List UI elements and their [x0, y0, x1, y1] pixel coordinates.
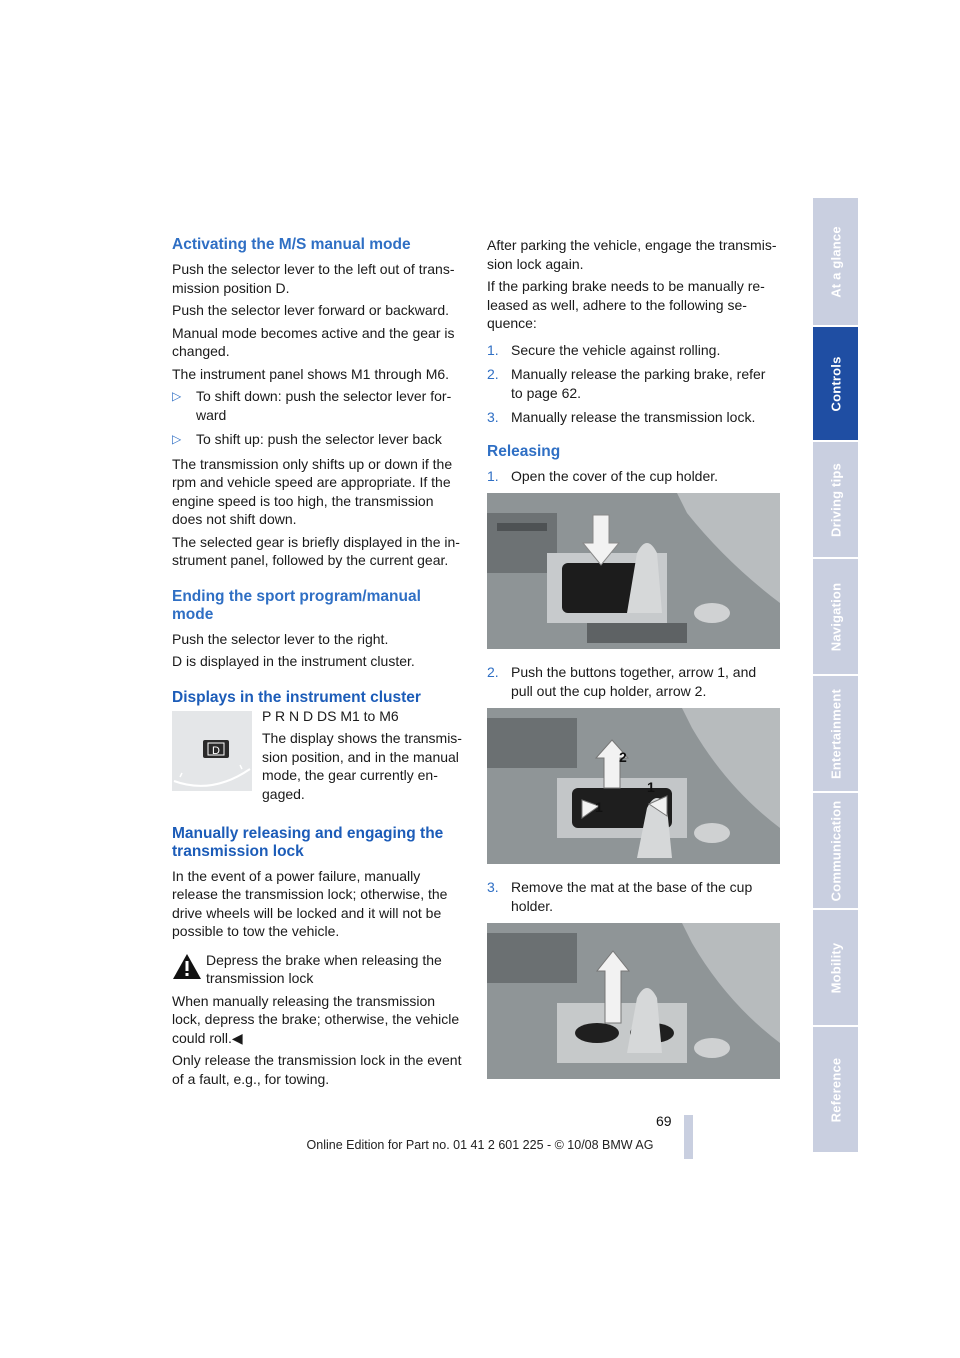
warning-icon: [172, 953, 202, 981]
paragraph: The transmission only shifts up or down if the rpm and vehicle speed are appropriate. If the engine speed is too high, the transmission does not shift down.: [172, 455, 453, 527]
heading-ending-sport: Ending the sport program/manual mode: [172, 587, 421, 623]
console-illustration-3: [487, 923, 780, 1079]
right-column: [487, 236, 780, 1079]
paragraph: D is displayed in the instrument cluster.: [172, 653, 415, 669]
paragraph: Push the selector lever to the left out of trans-mission position D.: [172, 261, 455, 296]
warning-text: Depress the brake when releasing the transmission lock: [206, 951, 442, 986]
instrument-display-image: [172, 711, 252, 791]
arrow-label-one-b: 1: [647, 779, 655, 795]
cup-holder-pull-photo: [487, 708, 780, 864]
tab-communication[interactable]: Communication: [813, 793, 858, 908]
console-illustration-1: [487, 493, 780, 649]
tab-controls[interactable]: Controls: [813, 327, 858, 440]
tab-entertainment[interactable]: Entertainment: [813, 676, 858, 791]
step-item: 2. Push the buttons together, arrow 1, and pull out the cup holder, arrow 2.: [487, 664, 757, 699]
bullet-item: ▷ To shift down: push the selector lever for-ward: [172, 388, 452, 423]
paragraph: The instrument panel shows M1 through M6.: [172, 365, 450, 382]
step-item: 1. Secure the vehicle against rolling.: [487, 341, 721, 358]
tab-navigation[interactable]: Navigation: [813, 559, 858, 674]
heading-manual-mode: Activating the M/S manual mode: [172, 236, 411, 253]
step-item: 3. Remove the mat at the base of the cup holder.: [487, 879, 753, 914]
tab-driving-tips[interactable]: Driving tips: [813, 442, 858, 557]
step-item: 2. Manually release the parking brake, refer to page 62.: [487, 366, 766, 401]
paragraph: After parking the vehicle, engage the transmis-sion lock again.: [487, 237, 777, 272]
paragraph: In the event of a power failure, manually release the transmission lock; otherwise, the drive wheels will be locked and it will not be possible to tow the vehicle.: [172, 867, 448, 939]
warning-block: [172, 951, 464, 988]
heading-releasing-lock: Manually releasing and engaging the transmission lock: [172, 824, 444, 860]
chapter-sidebar: [813, 198, 858, 1154]
display-letter: D: [212, 744, 220, 757]
paragraph: Only release the transmission lock in the event of a fault, e.g., for towing.: [172, 1052, 462, 1087]
paragraph: Push the selector lever forward or backward.: [172, 302, 450, 318]
page-number: 69: [656, 1113, 672, 1129]
bullet-triangle-icon: ▷: [172, 389, 182, 403]
console-illustration-2: [487, 708, 780, 864]
display-block: [172, 709, 464, 815]
cup-holder-cover-photo: [487, 493, 780, 649]
bullet-triangle-icon: ▷: [172, 432, 182, 446]
paragraph: Push the selector lever to the right.: [172, 630, 389, 647]
heading-releasing: Releasing: [487, 442, 561, 460]
bullet-item: ▷ To shift up: push the selector lever back: [172, 431, 442, 447]
edition-line: Online Edition for Part no. 01 41 2 601 225 - © 10/08 BMW AG: [306, 1138, 654, 1152]
arrow-label-two: 2: [619, 749, 627, 765]
paragraph: The selected gear is briefly displayed in the in-strument panel, followed by the current gear.: [172, 533, 460, 568]
display-codes: P R N D DS M1 to M6: [262, 707, 399, 724]
display-description: The display shows the transmis-sion position, and in the manual mode, the gear currently en-gaged.: [262, 730, 462, 802]
paragraph: If the parking brake needs to be manually re-leased as well, adhere to the following se-quence:: [487, 278, 765, 331]
paragraph: When manually releasing the transmission lock, depress the brake; otherwise, the vehicle could roll.◀: [172, 992, 460, 1046]
step-item: 3. Manually release the transmission lock.: [487, 409, 756, 425]
cup-holder-mat-photo: [487, 923, 780, 1079]
footer-marker: [684, 1115, 693, 1159]
tab-mobility[interactable]: Mobility: [813, 910, 858, 1025]
arrow-label-one-a: 1: [595, 799, 603, 815]
heading-displays: Displays in the instrument cluster: [172, 688, 421, 706]
left-column: [172, 236, 464, 1092]
tab-at-a-glance[interactable]: At a glance: [813, 198, 858, 325]
step-item: 1. Open the cover of the cup holder.: [487, 467, 719, 484]
tab-reference[interactable]: Reference: [813, 1027, 858, 1152]
paragraph: Manual mode becomes active and the gear is changed.: [172, 324, 455, 359]
